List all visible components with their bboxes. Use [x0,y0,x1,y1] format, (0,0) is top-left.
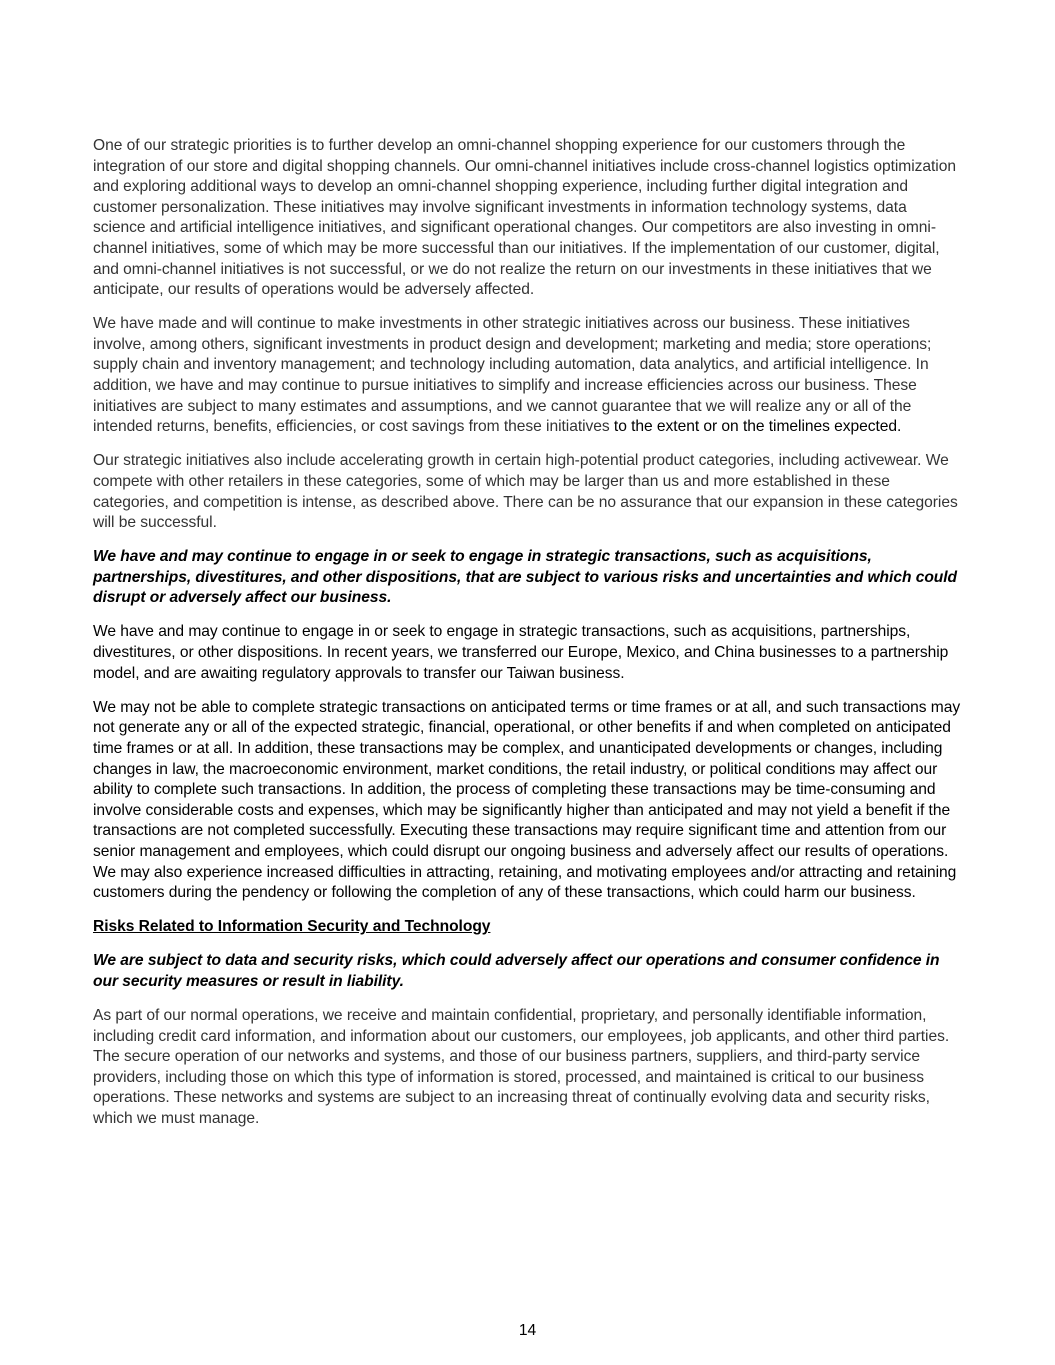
growth-categories-paragraph: Our strategic initiatives also include accelerating growth in certain high-potential product categories, including activewear. We compete with other retailers in these categories, some of which may be larger than us and more established in these categories, and competition is intense, as described above. There can be no assurance that our expansion in these categories will be successful. [93,452,958,532]
security-risk-title: We are subject to data and security risks, which could adversely affect our operations and consumer confidence in our security measures or result in liability. [93,952,940,990]
page-number: 14 [518,1322,537,1339]
transactions-risk-title: We have and may continue to engage in or seek to engage in strategic transactions, such as acquisitions, partnerships, divestitures, and other dispositions, that are subject to various risks and uncertainties and which could disrupt or adversely affect our business. [93,548,958,607]
transactions-intro-paragraph: We have and may continue to engage in or seek to engage in strategic transactions, such as acquisitions, partnerships, divestitures, or other dispositions. In recent years, we transferred our Europe, Mexico, and China businesses to a partnership model, and are awaiting regulatory approvals to transfer our Taiwan business. [93,623,949,682]
strategic-investments-paragraph [93,314,963,438]
strategic-investments-text: We have made and will continue to make investments in other strategic initiatives across our business. These initiatives involve, among others, significant investments in product design and development; marketing and media; store operations; supply chain and inventory management; and technology including automation, data analytics, and artificial intelligence. In addition, we have and may continue to pursue initiatives to simplify and increase efficiencies across our business. These initiatives are subject to many estimates and assumptions, and we cannot guarantee that we will realize any or all of the intended returns, benefits, efficiencies, or cost savings from these initiatives [93,315,932,436]
transactions-risks-paragraph: We may not be able to complete strategic transactions on anticipated terms or time frames or at all, and such transactions may not generate any or all of the expected strategic, financial, operational, or other benefits if and when completed on anticipated time frames or at all. In addition, these transactions may be complex, and unanticipated developments or changes, including changes in law, the macroeconomic environment, market conditions, the retail industry, or political conditions may affect our ability to complete such transactions. In addition, the process of completing these transactions may be time-consuming and involve considerable costs and expenses, which may be significantly higher than anticipated and may not yield a benefit if the transactions are not completed successfully. Executing these transactions may require significant time and attention from our senior management and employees, which could disrupt our ongoing business and adversely affect our results of operations. We may also experience increased difficulties in attracting, retaining, and motivating employees and/or attracting and retaining customers during the pendency or following the completion of any of these transactions, which could harm our business. [93,698,961,902]
omni-channel-paragraph: One of our strategic priorities is to further develop an omni-channel shopping experience for our customers through the integration of our store and digital shopping channels. Our omni-channel initiatives include cross-channel logistics optimization and exploring additional ways to develop an omni-channel shopping experience, including further digital integration and customer personalization. These initiatives may involve significant investments in information technology systems, data science and artificial intelligence initiatives, and significant operational changes. Our competitors are also investing in omni-channel initiatives, some of which may be more successful than our initiatives. If the implementation of our customer, digital, and omni-channel initiatives is not successful, or we do not realize the return on our investments in these initiatives that we anticipate, our results of operations would be adversely affected. [93,137,956,299]
section-heading: Risks Related to Information Security and Technology [93,918,491,936]
strategic-investments-text-end: to the extent or on the timelines expected. [613,418,902,436]
document-page [93,136,963,1143]
security-details-paragraph: As part of our normal operations, we receive and maintain confidential, proprietary, and personally identifiable information, including credit card information, and information about our customers, our employees, job applicants, and other third parties. The secure operation of our networks and systems, and those of our business partners, suppliers, and third-party service providers, including those on which this type of information is stored, processed, and maintained is critical to our business operations. These networks and systems are subject to an increasing threat of continually evolving data and security risks, which we must manage. [93,1006,950,1127]
